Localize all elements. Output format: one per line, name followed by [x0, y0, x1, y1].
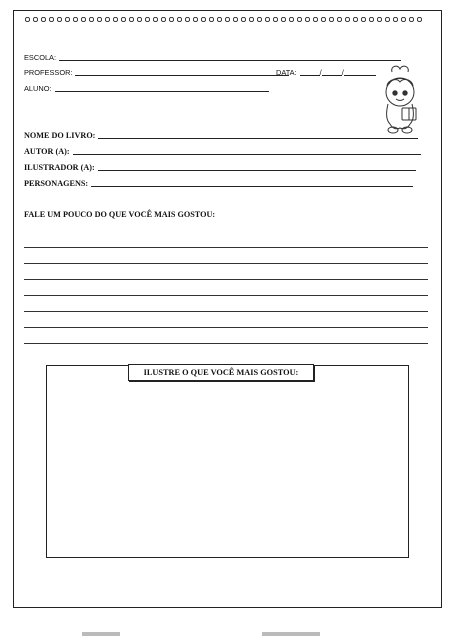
- autor-field: [24, 147, 421, 156]
- aluno-field: [24, 84, 269, 93]
- ilustrador-label: ILUSTRADOR (A):: [24, 163, 95, 172]
- data-day-line[interactable]: [300, 75, 320, 76]
- scan-mark: [82, 632, 120, 636]
- personagens-input-line[interactable]: [91, 186, 413, 187]
- scan-mark: [262, 632, 320, 636]
- aluno-input-line[interactable]: [55, 91, 269, 92]
- personagens-label: PERSONAGENS:: [24, 179, 89, 188]
- ilustrador-field: [24, 163, 416, 172]
- decorative-border: [24, 16, 424, 23]
- professor-label: PROFESSOR:: [24, 68, 73, 77]
- question-heading: [24, 210, 218, 219]
- writing-line[interactable]: [24, 247, 428, 248]
- writing-line[interactable]: [24, 295, 428, 296]
- writing-line[interactable]: [24, 263, 428, 264]
- autor-input-line[interactable]: [73, 154, 421, 155]
- escola-field: [24, 53, 401, 62]
- question-label: FALE UM POUCO DO QUE VOCÊ MAIS GOSTOU:: [24, 210, 216, 219]
- nome-livro-field: [24, 131, 418, 140]
- writing-line[interactable]: [24, 327, 428, 328]
- writing-line[interactable]: [24, 343, 428, 344]
- personagens-field: [24, 179, 413, 188]
- aluno-label: ALUNO:: [24, 84, 52, 93]
- professor-field: [24, 68, 289, 77]
- professor-input-line[interactable]: [75, 75, 289, 76]
- autor-label: AUTOR (A):: [24, 147, 70, 156]
- data-field: DATA: / /: [276, 68, 376, 77]
- escola-label: ESCOLA:: [24, 53, 57, 62]
- illustration-title: ILUSTRE O QUE VOCÊ MAIS GOSTOU:: [128, 364, 314, 381]
- child-reading-icon: [378, 64, 428, 136]
- writing-line[interactable]: [24, 279, 428, 280]
- illustration-area[interactable]: [46, 365, 409, 558]
- nome-livro-label: NOME DO LIVRO:: [24, 131, 96, 140]
- data-year-line[interactable]: [344, 75, 376, 76]
- data-label: DATA:: [276, 68, 297, 77]
- data-month-line[interactable]: [322, 75, 342, 76]
- ilustrador-input-line[interactable]: [98, 170, 416, 171]
- escola-input-line[interactable]: [59, 60, 401, 61]
- nome-livro-input-line[interactable]: [98, 138, 418, 139]
- writing-line[interactable]: [24, 311, 428, 312]
